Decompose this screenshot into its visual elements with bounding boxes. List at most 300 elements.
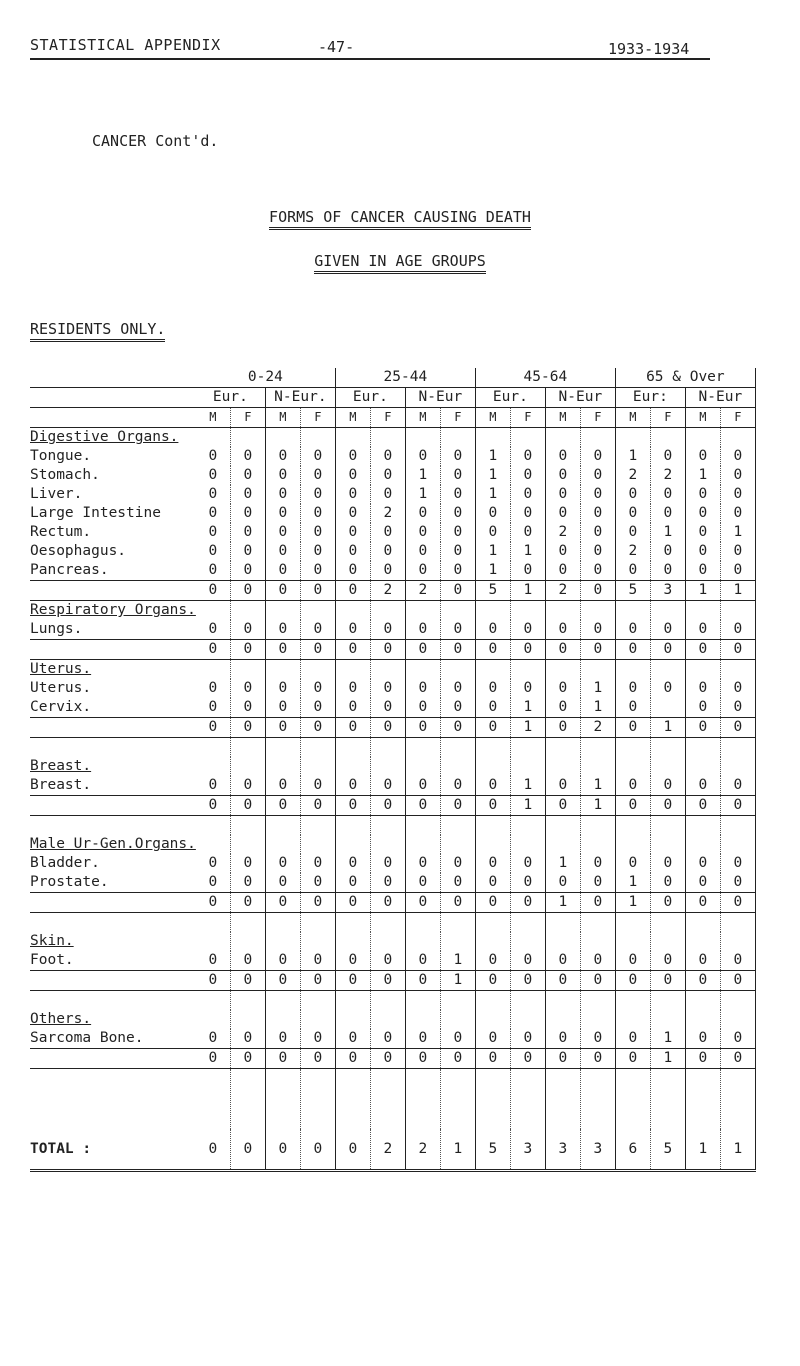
- blank-cell: [335, 932, 370, 951]
- subtotal-cell: 0: [510, 893, 545, 913]
- count-cell: 1: [510, 542, 545, 561]
- count-cell: 1: [650, 523, 685, 542]
- spacer-cell: [440, 816, 475, 836]
- spacer-cell: [510, 991, 545, 1011]
- count-cell: 0: [720, 561, 755, 581]
- count-cell: 2: [545, 523, 580, 542]
- count-cell: 5: [475, 1129, 510, 1171]
- count-cell: 0: [370, 561, 405, 581]
- spacer-cell: [405, 816, 440, 836]
- data-row: [30, 447, 755, 466]
- spacer-cell: [30, 816, 196, 836]
- blank-cell: [685, 601, 720, 621]
- count-cell: 0: [370, 951, 405, 971]
- blank-cell: [370, 428, 405, 448]
- row-label: Breast.: [30, 777, 92, 793]
- count-cell: 0: [335, 951, 370, 971]
- spacer-cell: [685, 1069, 720, 1130]
- count-cell: 0: [440, 466, 475, 485]
- count-cell: 0: [265, 776, 300, 796]
- subtotal-cell: 0: [545, 640, 580, 660]
- blank-cell: [545, 757, 580, 776]
- subtotal-cell: 0: [440, 1049, 475, 1069]
- subtotal-label-blank: [30, 640, 196, 660]
- spacer-cell: [30, 913, 196, 933]
- count-cell: 0: [545, 504, 580, 523]
- count-cell: 2: [650, 466, 685, 485]
- count-cell: 1: [405, 466, 440, 485]
- count-cell: 0: [335, 447, 370, 466]
- blank-cell: [230, 932, 265, 951]
- blank-cell: [720, 835, 755, 854]
- count-cell: 0: [440, 504, 475, 523]
- subtotal-cell: 0: [650, 640, 685, 660]
- spacer-cell: [370, 816, 405, 836]
- count-cell: 0: [335, 679, 370, 698]
- subtotal-label-blank: [30, 718, 196, 738]
- count-cell: 0: [196, 523, 231, 542]
- subtotal-cell: 0: [580, 640, 615, 660]
- count-cell: 0: [405, 504, 440, 523]
- count-cell: 0: [580, 951, 615, 971]
- count-cell: 0: [720, 951, 755, 971]
- count-cell: 0: [510, 1029, 545, 1049]
- subtotal-label-blank: [30, 581, 196, 601]
- spacer-cell: [335, 816, 370, 836]
- subtotal-cell: 0: [615, 1049, 650, 1069]
- count-cell: 0: [720, 1029, 755, 1049]
- count-cell: 0: [300, 1129, 335, 1171]
- section-title: Uterus.: [30, 661, 92, 677]
- blank-cell: [335, 1010, 370, 1029]
- blank-cell: [265, 1010, 300, 1029]
- subtotal-cell: 0: [265, 581, 300, 601]
- subtotal-cell: 0: [300, 718, 335, 738]
- blank-cell: [475, 932, 510, 951]
- subtotal-cell: 0: [335, 1049, 370, 1069]
- count-cell: 0: [615, 1029, 650, 1049]
- count-cell: 0: [300, 561, 335, 581]
- blank-cell: [650, 428, 685, 448]
- spacer-cell: [545, 738, 580, 758]
- blank-cell: [405, 932, 440, 951]
- count-cell: 0: [475, 620, 510, 640]
- subtotal-cell: 0: [265, 1049, 300, 1069]
- blank-cell: [720, 757, 755, 776]
- section-title-row-others: [30, 1010, 755, 1029]
- spacer-cell: [230, 913, 265, 933]
- blank-cell: [615, 1010, 650, 1029]
- subtotal-cell: 0: [720, 718, 755, 738]
- sex-label: M: [335, 408, 370, 428]
- count-cell: 0: [370, 679, 405, 698]
- count-cell: 0: [230, 679, 265, 698]
- subtotal-cell: 0: [196, 893, 231, 913]
- count-cell: 0: [405, 854, 440, 873]
- subtotal-cell: 0: [545, 796, 580, 816]
- count-cell: 0: [615, 854, 650, 873]
- blank-cell: [196, 660, 231, 680]
- year-range: 1933-1934: [608, 40, 690, 58]
- data-row: [30, 504, 755, 523]
- count-cell: 0: [580, 873, 615, 893]
- row-label: Prostate.: [30, 874, 109, 890]
- blank-cell: [685, 660, 720, 680]
- blank-cell: [265, 660, 300, 680]
- count-cell: 0: [405, 679, 440, 698]
- count-cell: 0: [196, 561, 231, 581]
- subtotal-cell: 0: [300, 796, 335, 816]
- row-label: Cervix.: [30, 699, 92, 715]
- count-cell: 0: [265, 1029, 300, 1049]
- subtotal-cell: 0: [335, 971, 370, 991]
- age-group-3: 65 & Over: [615, 368, 755, 388]
- count-cell: 0: [265, 523, 300, 542]
- count-cell: 0: [370, 698, 405, 718]
- origin-label: Eur.: [335, 388, 405, 408]
- sex-label: M: [545, 408, 580, 428]
- blank-cell: [545, 932, 580, 951]
- spacer-cell: [580, 913, 615, 933]
- count-cell: 0: [650, 854, 685, 873]
- count-cell: 0: [405, 698, 440, 718]
- spacer-cell: [510, 738, 545, 758]
- count-cell: 0: [720, 620, 755, 640]
- count-cell: 0: [230, 698, 265, 718]
- blank-cell: [545, 835, 580, 854]
- spacer-cell: [265, 816, 300, 836]
- count-cell: 0: [300, 504, 335, 523]
- count-cell: 0: [650, 447, 685, 466]
- count-cell: 0: [615, 679, 650, 698]
- blank-cell: [545, 428, 580, 448]
- subtotal-cell: 0: [720, 640, 755, 660]
- subtotal-cell: 0: [440, 581, 475, 601]
- subtotal-cell: 0: [615, 971, 650, 991]
- subtotal-cell: 0: [265, 796, 300, 816]
- sex-label: M: [405, 408, 440, 428]
- count-cell: 0: [720, 447, 755, 466]
- spacer-cell: [265, 913, 300, 933]
- subtotal-cell: 0: [196, 640, 231, 660]
- subtotal-row-respiratory: [30, 640, 755, 660]
- row-label: Rectum.: [30, 524, 92, 540]
- count-cell: 0: [510, 679, 545, 698]
- origin-label: N-Eur: [685, 388, 755, 408]
- row-label: Sarcoma Bone.: [30, 1030, 144, 1046]
- sex-label: M: [615, 408, 650, 428]
- count-cell: 0: [685, 951, 720, 971]
- count-cell: 0: [405, 873, 440, 893]
- spacer-cell: [300, 816, 335, 836]
- count-cell: 0: [510, 561, 545, 581]
- count-cell: 1: [650, 1029, 685, 1049]
- blank-cell: [265, 428, 300, 448]
- subtotal-cell: 0: [405, 640, 440, 660]
- subtotal-cell: 2: [370, 581, 405, 601]
- age-group-1: 25-44: [335, 368, 475, 388]
- row-label: Liver.: [30, 486, 83, 502]
- spacer-cell: [545, 991, 580, 1011]
- spacer-cell: [405, 991, 440, 1011]
- count-cell: 0: [265, 447, 300, 466]
- subtotal-cell: 0: [265, 971, 300, 991]
- subtotal-cell: 0: [510, 640, 545, 660]
- blank-cell: [440, 835, 475, 854]
- blank-cell: [440, 1010, 475, 1029]
- count-cell: 0: [370, 1029, 405, 1049]
- grand-total-row: [30, 1129, 755, 1171]
- spacer-cell: [580, 991, 615, 1011]
- spacer-cell: [650, 816, 685, 836]
- spacer-cell: [720, 913, 755, 933]
- spacer-cell: [475, 913, 510, 933]
- appendix-heading: STATISTICAL APPENDIX: [30, 36, 221, 54]
- spacer-cell: [370, 1069, 405, 1130]
- data-row: [30, 620, 755, 640]
- subtotal-cell: 0: [265, 640, 300, 660]
- count-cell: 0: [440, 447, 475, 466]
- blank-cell: [265, 932, 300, 951]
- subtotal-cell: 2: [545, 581, 580, 601]
- count-cell: 0: [475, 873, 510, 893]
- table-title: FORMS OF CANCER CAUSING DEATH: [0, 208, 800, 226]
- origin-label: Eur:: [615, 388, 685, 408]
- count-cell: 0: [265, 620, 300, 640]
- blank-cell: [335, 835, 370, 854]
- blank-cell: [685, 757, 720, 776]
- count-cell: 0: [335, 698, 370, 718]
- count-cell: 0: [335, 854, 370, 873]
- blank-cell: [475, 835, 510, 854]
- count-cell: 0: [720, 776, 755, 796]
- sex-label: F: [650, 408, 685, 428]
- continued-heading: CANCER Cont'd.: [92, 132, 219, 150]
- count-cell: 0: [405, 523, 440, 542]
- subtotal-cell: 0: [230, 581, 265, 601]
- spacer-cell: [580, 816, 615, 836]
- count-cell: 0: [510, 854, 545, 873]
- subtotal-cell: 0: [230, 718, 265, 738]
- count-cell: 1: [615, 873, 650, 893]
- data-row: [30, 542, 755, 561]
- spacer-cell: [230, 738, 265, 758]
- count-cell: 0: [545, 951, 580, 971]
- count-cell: 0: [196, 873, 231, 893]
- subtotal-cell: 0: [475, 971, 510, 991]
- spacer-cell: [300, 1069, 335, 1130]
- section-title-row-digestive: [30, 428, 755, 448]
- count-cell: 0: [265, 698, 300, 718]
- count-cell: 0: [580, 854, 615, 873]
- count-cell: 2: [615, 542, 650, 561]
- subtotal-cell: 2: [580, 718, 615, 738]
- blank-cell: [196, 757, 231, 776]
- count-cell: 0: [475, 523, 510, 542]
- subtotal-cell: 0: [475, 718, 510, 738]
- blank-cell: [580, 1010, 615, 1029]
- spacer-cell: [335, 738, 370, 758]
- count-cell: 0: [545, 873, 580, 893]
- spacer-cell: [615, 738, 650, 758]
- residents-note: RESIDENTS ONLY.: [30, 320, 165, 338]
- blank-cell: [580, 835, 615, 854]
- count-cell: 0: [300, 951, 335, 971]
- spacer-cell: [440, 991, 475, 1011]
- count-cell: 0: [405, 620, 440, 640]
- spacer-cell: [335, 913, 370, 933]
- blank-cell: [196, 932, 231, 951]
- section-title-row-skin: [30, 932, 755, 951]
- subtotal-row-skin: [30, 971, 755, 991]
- blank-cell: [370, 835, 405, 854]
- spacer-cell: [615, 913, 650, 933]
- subtotal-cell: 0: [510, 1049, 545, 1069]
- subtotal-cell: 1: [650, 1049, 685, 1069]
- count-cell: 0: [300, 620, 335, 640]
- count-cell: 0: [510, 873, 545, 893]
- spacer-cell: [265, 738, 300, 758]
- subtotal-cell: 0: [370, 640, 405, 660]
- count-cell: 0: [650, 504, 685, 523]
- count-cell: 3: [545, 1129, 580, 1171]
- blank-cell: [405, 660, 440, 680]
- row-label: Foot.: [30, 952, 74, 968]
- subtotal-cell: 0: [580, 581, 615, 601]
- blank-cell: [300, 660, 335, 680]
- spacer-cell: [230, 816, 265, 836]
- sex-label: F: [300, 408, 335, 428]
- subtotal-cell: 0: [230, 971, 265, 991]
- blank-cell: [510, 932, 545, 951]
- age-group-0: 0-24: [196, 368, 336, 388]
- count-cell: 0: [300, 698, 335, 718]
- count-cell: 1: [685, 466, 720, 485]
- spacer-cell: [685, 816, 720, 836]
- count-cell: 0: [545, 679, 580, 698]
- subtotal-cell: 5: [475, 581, 510, 601]
- count-cell: 0: [300, 1029, 335, 1049]
- count-cell: 1: [405, 485, 440, 504]
- count-cell: 0: [230, 523, 265, 542]
- count-cell: 1: [685, 1129, 720, 1171]
- spacer-cell: [545, 913, 580, 933]
- subtotal-cell: 0: [300, 971, 335, 991]
- spacer-cell: [440, 738, 475, 758]
- count-cell: 0: [510, 447, 545, 466]
- subtotal-cell: 0: [615, 796, 650, 816]
- blank-cell: [230, 1010, 265, 1029]
- count-cell: 0: [335, 1029, 370, 1049]
- count-cell: 0: [440, 1029, 475, 1049]
- subtotal-cell: 0: [230, 1049, 265, 1069]
- count-cell: 1: [440, 1129, 475, 1171]
- subtotal-cell: 1: [615, 893, 650, 913]
- blank-cell: [475, 757, 510, 776]
- spacer-cell: [30, 1069, 196, 1130]
- count-cell: 0: [230, 1129, 265, 1171]
- blank-cell: [370, 757, 405, 776]
- count-cell: 2: [370, 504, 405, 523]
- count-cell: 0: [335, 1129, 370, 1171]
- spacer-cell: [615, 991, 650, 1011]
- blank-cell: [370, 1010, 405, 1029]
- blank-cell: [440, 932, 475, 951]
- origin-header-row: [30, 388, 755, 408]
- blank-cell: [615, 932, 650, 951]
- count-cell: 0: [405, 561, 440, 581]
- section-title: Others.: [30, 1011, 92, 1027]
- count-cell: 0: [300, 466, 335, 485]
- blank-cell: [440, 428, 475, 448]
- count-cell: 1: [475, 561, 510, 581]
- count-cell: 0: [545, 447, 580, 466]
- blank-cell: [685, 428, 720, 448]
- subtotal-cell: 3: [650, 581, 685, 601]
- blank-cell: [300, 757, 335, 776]
- subtotal-cell: 0: [265, 718, 300, 738]
- count-cell: 0: [615, 485, 650, 504]
- subtotal-row-others: [30, 1049, 755, 1069]
- count-cell: 0: [335, 776, 370, 796]
- subtotal-row-digestive: [30, 581, 755, 601]
- count-cell: 0: [510, 485, 545, 504]
- subtotal-cell: 0: [230, 640, 265, 660]
- subtotal-cell: 0: [545, 718, 580, 738]
- subtotal-cell: 0: [475, 893, 510, 913]
- spacer-cell: [405, 913, 440, 933]
- subtotal-cell: 1: [510, 718, 545, 738]
- row-label: Lungs.: [30, 621, 83, 637]
- count-cell: 0: [265, 679, 300, 698]
- count-cell: 0: [510, 951, 545, 971]
- blank-cell: [230, 835, 265, 854]
- blank-cell: [615, 757, 650, 776]
- count-cell: 0: [720, 504, 755, 523]
- section-title-row-male: [30, 835, 755, 854]
- spacer-row: [30, 991, 755, 1011]
- count-cell: 0: [510, 620, 545, 640]
- row-label: Stomach.: [30, 467, 100, 483]
- count-cell: 0: [196, 776, 231, 796]
- subtotal-cell: 1: [720, 581, 755, 601]
- blank-cell: [230, 660, 265, 680]
- subtotal-cell: 0: [475, 1049, 510, 1069]
- count-cell: 0: [370, 542, 405, 561]
- spacer-row: [30, 1069, 755, 1130]
- spacer-cell: [370, 913, 405, 933]
- section-title-row-respiratory: [30, 601, 755, 621]
- count-cell: 0: [580, 542, 615, 561]
- subtotal-cell: 0: [405, 971, 440, 991]
- spacer-cell: [196, 816, 231, 836]
- count-cell: 0: [685, 854, 720, 873]
- count-cell: 0: [580, 561, 615, 581]
- spacer-cell: [545, 816, 580, 836]
- spacer-cell: [300, 738, 335, 758]
- count-cell: 0: [230, 466, 265, 485]
- spacer-cell: [580, 1069, 615, 1130]
- spacer-cell: [405, 738, 440, 758]
- subtotal-cell: 0: [370, 718, 405, 738]
- sex-label: F: [580, 408, 615, 428]
- count-cell: 0: [475, 854, 510, 873]
- spacer-cell: [475, 816, 510, 836]
- data-row: [30, 698, 755, 718]
- count-cell: 0: [545, 466, 580, 485]
- blank-cell: [475, 1010, 510, 1029]
- count-cell: 0: [720, 542, 755, 561]
